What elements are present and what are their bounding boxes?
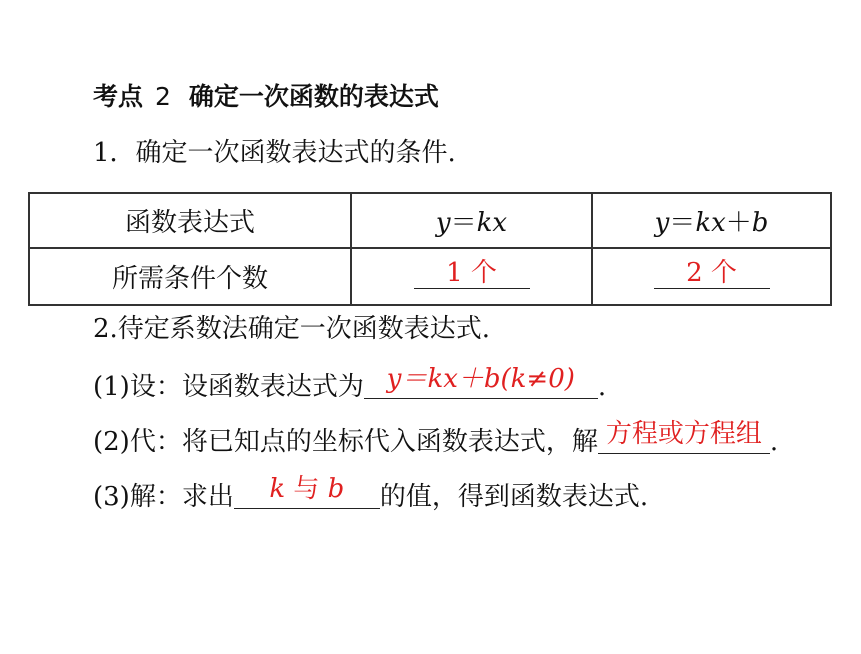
table-row	[29, 193, 831, 248]
table-cell-formula-1	[351, 193, 592, 248]
item-2-text: 2.待定系数法确定一次函数表达式.	[93, 314, 491, 344]
section-title: 确定一次函数的表达式	[188, 82, 439, 111]
step-2-suffix: .	[769, 427, 779, 457]
step-1-suffix: .	[597, 372, 607, 402]
table-cell-header: 函数表达式	[29, 193, 351, 248]
answer-text: y＝kx＋b(k≠0)	[386, 364, 575, 394]
var-kx: kx	[476, 208, 508, 238]
var-kx: kx	[695, 208, 726, 238]
step-3-prefix: (3)解：求出	[93, 482, 234, 512]
var-y: y	[654, 208, 670, 238]
step-2	[93, 419, 779, 457]
step-1-prefix: (1)设：设函数表达式为	[93, 372, 364, 402]
section-heading	[93, 84, 439, 109]
step-2-prefix: (2)代：将已知点的坐标代入函数表达式，解	[93, 427, 598, 457]
step-1	[93, 364, 607, 402]
plus-sign: ＋	[725, 208, 752, 238]
table-row	[29, 248, 831, 305]
answer-text: 方程或方程组	[605, 419, 762, 449]
answer-blank	[414, 258, 530, 292]
answer-blank	[654, 258, 770, 292]
var-b: b	[751, 208, 769, 238]
var-b: b	[327, 474, 345, 504]
step-3	[93, 474, 649, 512]
table-cell-answer-1	[351, 248, 592, 305]
var-y: y	[435, 208, 451, 238]
connector-text: 与	[285, 474, 328, 504]
equals-sign: ＝	[669, 208, 696, 238]
section-label: 考点	[93, 82, 144, 111]
section-number: 2	[155, 82, 171, 111]
table-cell-answer-2	[592, 248, 831, 305]
item-1-text: 1．确定一次函数表达式的条件.	[93, 138, 456, 168]
answer-text: 1 个	[446, 257, 497, 288]
table-cell-header: 所需条件个数	[29, 248, 351, 305]
conditions-table	[28, 192, 832, 306]
answer-blank	[364, 364, 598, 399]
var-k: k	[269, 474, 286, 504]
step-3-suffix: 的值，得到函数表达式.	[379, 482, 649, 512]
table-cell-formula-2	[592, 193, 831, 248]
answer-text: 2 个	[686, 257, 737, 288]
equals-sign: ＝	[450, 208, 477, 238]
answer-text	[234, 476, 380, 502]
answer-blank	[234, 474, 380, 509]
answer-blank	[598, 419, 770, 454]
